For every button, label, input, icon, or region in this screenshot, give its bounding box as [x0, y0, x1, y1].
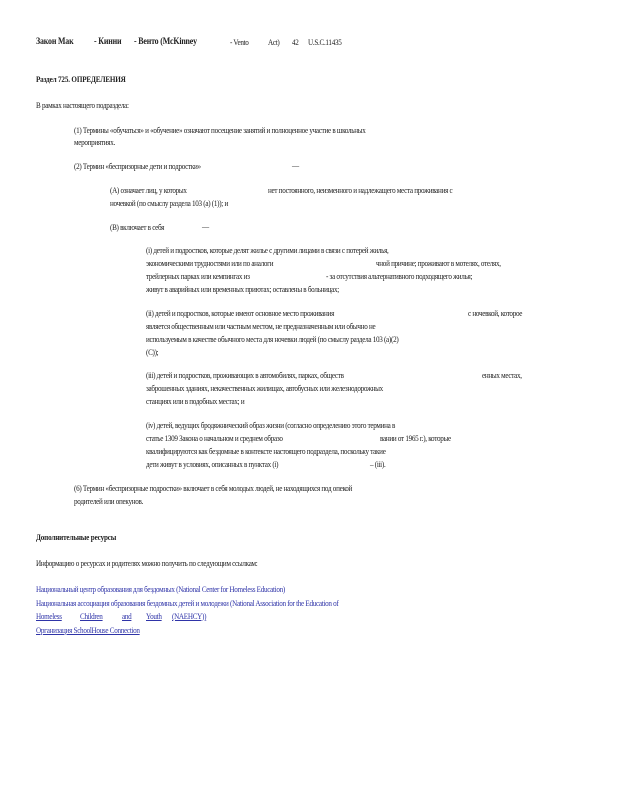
sub-i-line-4: живут в аварийных или временных приютах; оставлены в больницах;: [146, 285, 339, 294]
sub-ii-line-1a: (ii) детей и подростков, которые имеют основное место проживания: [146, 309, 335, 318]
item-2a-line-2: ночевкой (по смыслу раздела 103 (a) (1)); и: [110, 199, 228, 208]
item-2b-dash: —: [202, 222, 209, 231]
item-6-line-2: родителей или опекунов.: [74, 497, 144, 506]
link-nche[interactable]: Национальный центр образования для бездомных (National Center for Homeless Education): [36, 585, 285, 594]
item-1-line-1: (1) Термины «обучаться» и «обучение» означают посещение занятий и полноценное участие в школьных: [74, 126, 366, 135]
item-2-dash: —: [292, 161, 299, 170]
sub-i-line-3b: - за отсутствия альтернативного подходящего жилья;: [326, 272, 473, 281]
sub-iv-line-4a: дети живут в условиях, описанных в пунктах (i): [146, 460, 279, 469]
header-part-6: 42: [292, 38, 299, 47]
resources-title: Дополнительные ресурсы: [36, 533, 117, 542]
sub-iii-line-1b: енных местах,: [482, 371, 522, 380]
item-2b-lead: (B) включает в себя: [110, 223, 165, 232]
item-2a-line-1a: (A) означает лиц, у которых: [110, 186, 187, 195]
item-2a-line-1b: нет постоянного, неизменного и надлежащего места проживания с: [268, 186, 453, 195]
header-part-2: - Кинни: [94, 36, 122, 46]
sub-iii-line-1a: (iii) детей и подростков, проживающих в автомобилях, парках, обществ: [146, 371, 344, 380]
link-naehcy-word-homeless[interactable]: Homeless: [36, 612, 62, 621]
link-naehcy-word-children[interactable]: Children: [80, 612, 103, 621]
link-naehcy-word-and[interactable]: and: [122, 612, 132, 621]
sub-ii-line-2: является общественным или частным местом, не предназначенным или обычно не: [146, 322, 376, 331]
sub-iv-line-2b: вании от 1965 г.), которые: [380, 434, 451, 443]
sub-iv-line-3: квалифицируются как бездомные в контексте настоящего подраздела, поскольку такие: [146, 447, 386, 456]
link-naehcy-word-naehcy[interactable]: (NAEHCY)): [172, 612, 207, 621]
header-part-3: - Венто (McKinney: [134, 36, 197, 46]
sub-i-line-2b: чной причине; проживают в мотелях, отелях,: [376, 259, 501, 268]
sub-iv-line-1: (iv) детей, ведущих бродяжнический образ жизни (согласно определению этого термина в: [146, 421, 396, 430]
sub-i-line-3a: трейлерных парках или кемпингах из: [146, 272, 250, 281]
sub-iv-line-2a: статье 1309 Закона о начальном и среднем образо: [146, 434, 283, 443]
item-2-lead: (2) Термин «беспризорные дети и подростки»: [74, 162, 201, 171]
intro-text: В рамках настоящего подраздела:: [36, 101, 129, 110]
section-title: Раздел 725. ОПРЕДЕЛЕНИЯ: [36, 75, 126, 84]
item-6-line-1: (6) Термин «беспризорные подростки» включает в себя молодых людей, не находящихся под опекой: [74, 484, 353, 493]
sub-i-line-2a: экономическими трудностями или по аналоги: [146, 259, 274, 268]
item-1-line-2: мероприятиях.: [74, 138, 115, 147]
sub-iii-line-3: станциях или в подобных местах; и: [146, 397, 245, 406]
sub-ii-line-4: (C));: [146, 348, 159, 357]
link-naehcy-word-youth[interactable]: Youth: [146, 612, 162, 621]
link-naehcy-line-1[interactable]: Национальная ассоциация образования бездомных детей и молодежи (National Association for the Education of: [36, 599, 339, 608]
sub-i-line-1: (i) детей и подростков, которые делят жилье с другими лицами в связи с потерей жилья,: [146, 246, 389, 255]
sub-iv-line-4b: – (iii).: [370, 460, 386, 469]
link-schoolhouse-connection[interactable]: Организация SchoolHouse Connection: [36, 626, 140, 635]
header-part-5: Act): [268, 38, 280, 47]
sub-ii-line-3: используемым в качестве обычного места для ночевки людей (по смыслу раздела 103 (a)(2): [146, 335, 399, 344]
header-part-7: U.S.C.11435: [308, 38, 342, 47]
header-part-4: - Vento: [230, 38, 249, 47]
resources-intro: Информацию о ресурсах и родителях можно получить по следующим ссылкам:: [36, 559, 258, 568]
sub-iii-line-2: заброшенных зданиях, некачественных жилищах, автобусных или железнодорожных: [146, 384, 383, 393]
header-part-1: Закон Мак: [36, 36, 74, 46]
sub-ii-line-1b: с ночевкой, которое: [468, 309, 523, 318]
